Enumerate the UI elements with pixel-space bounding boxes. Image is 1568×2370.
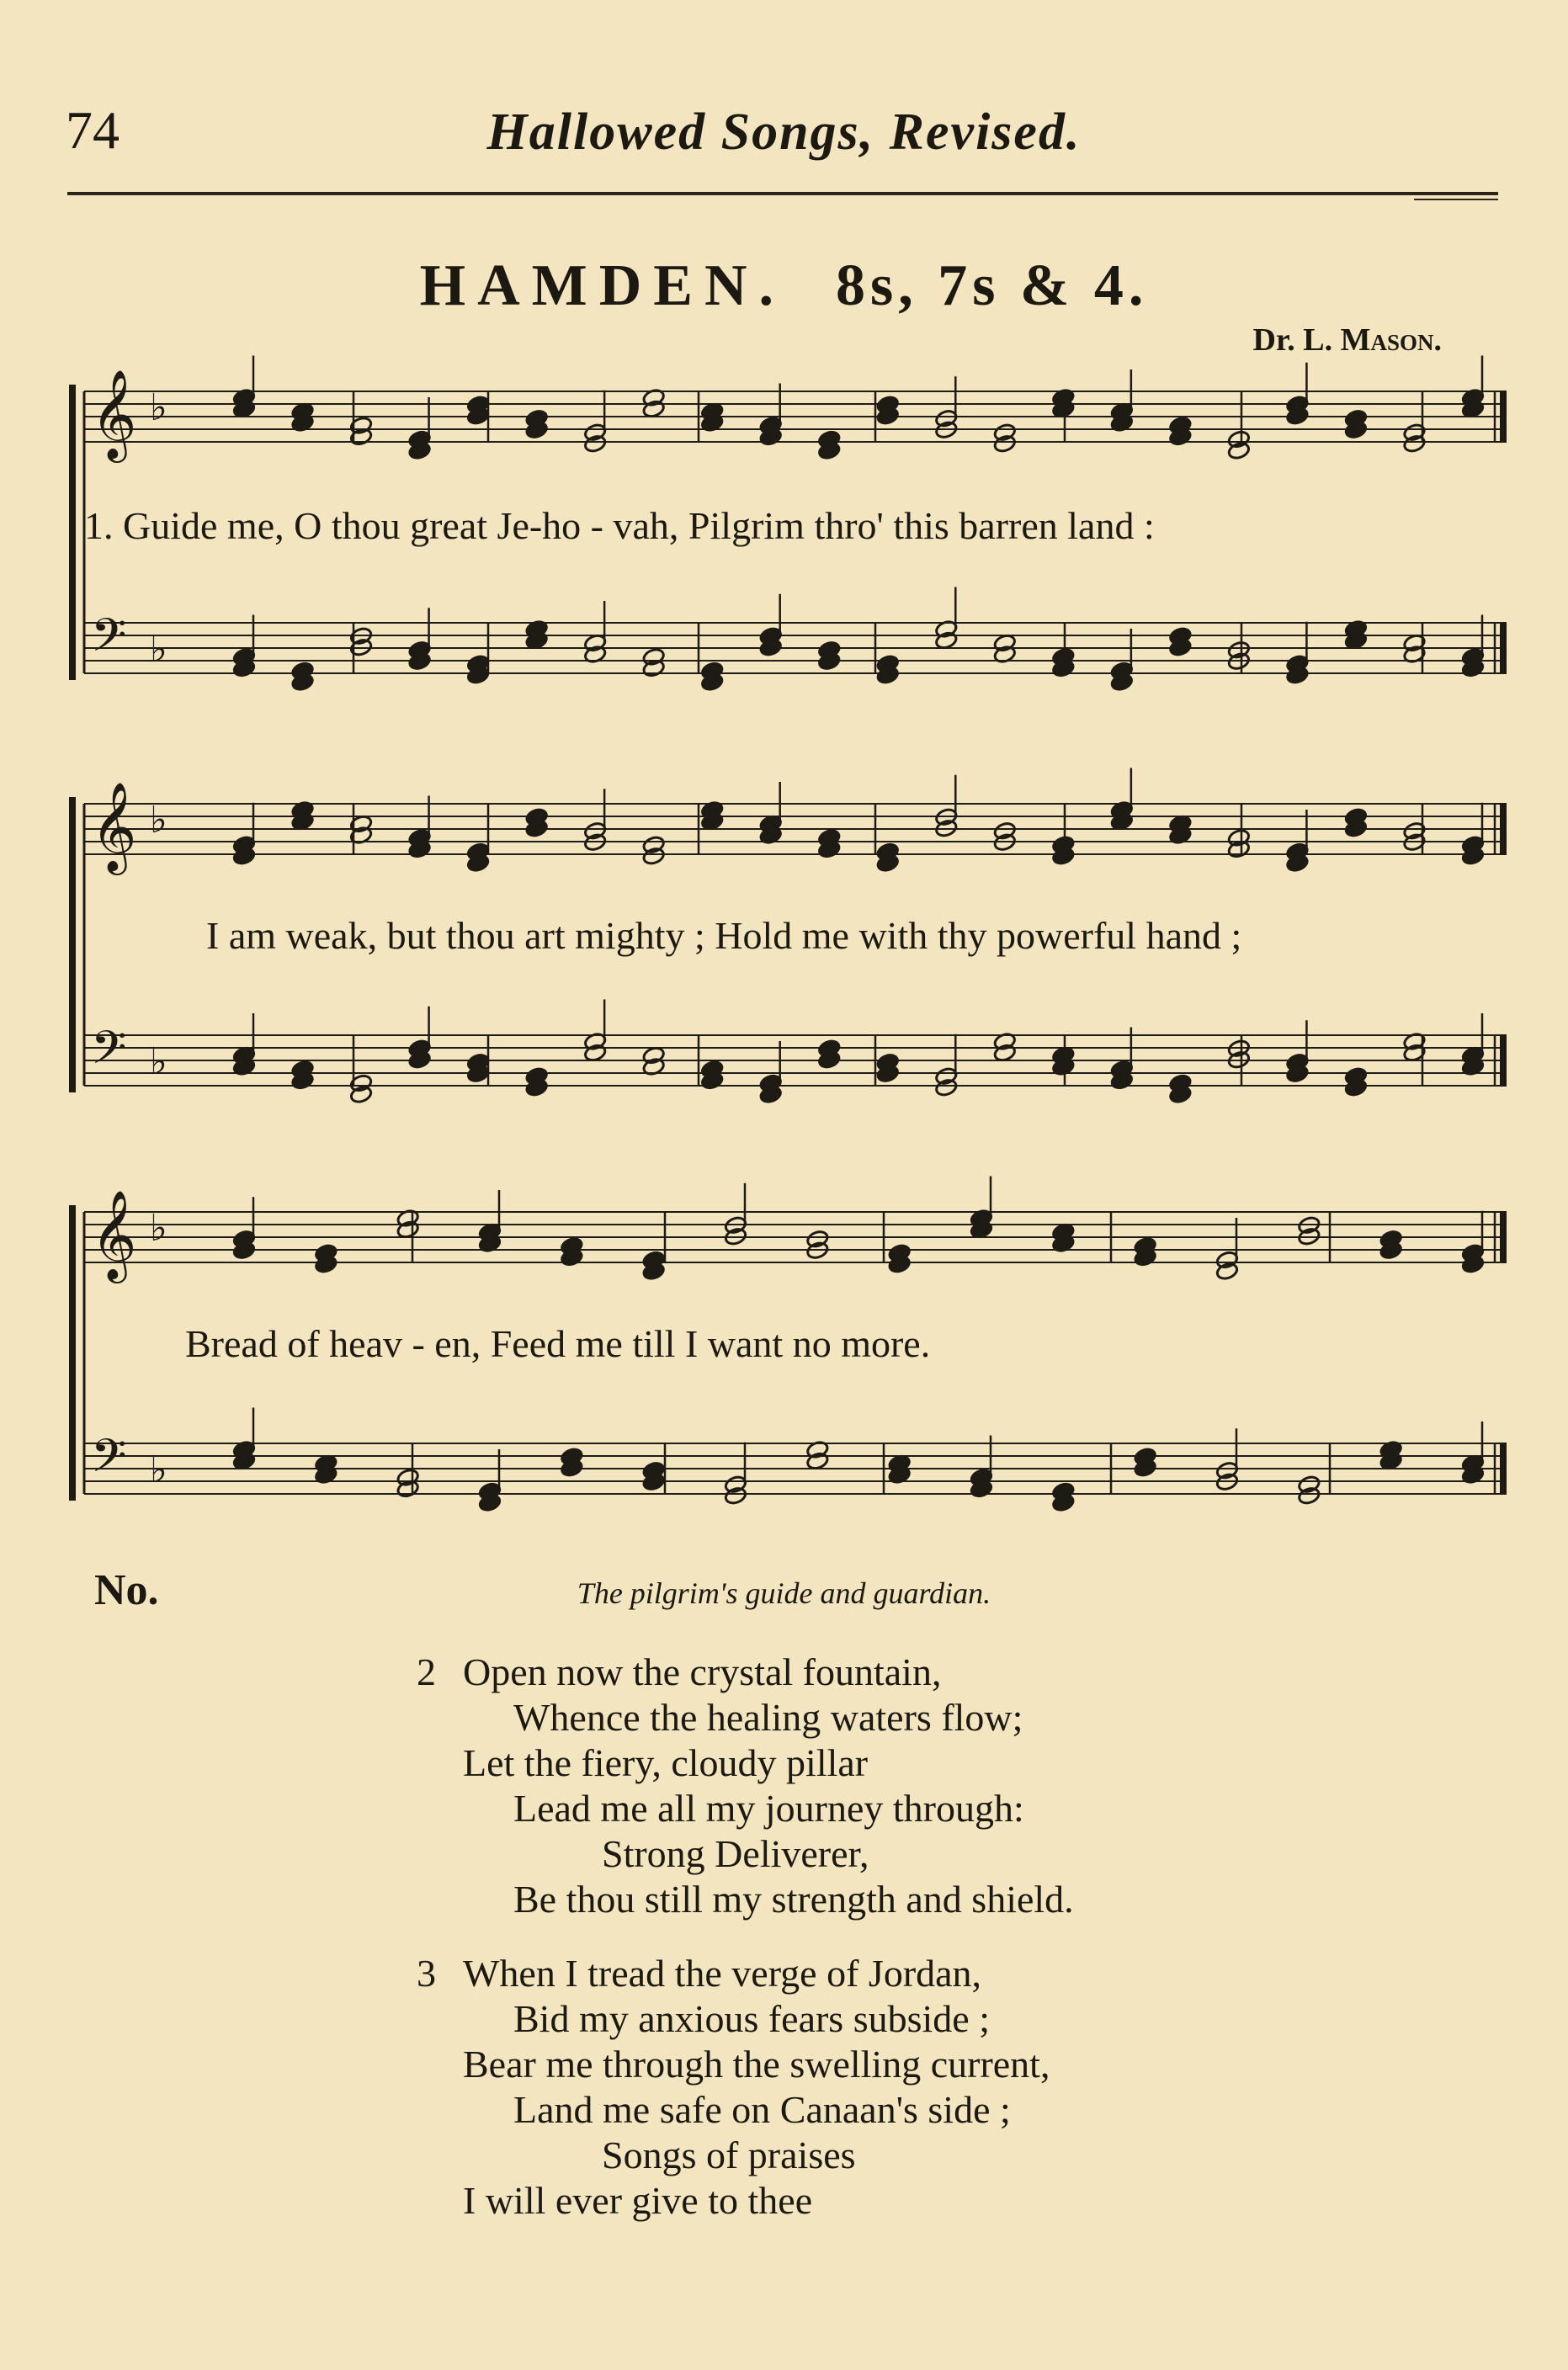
running-title: Hallowed Songs, Revised. bbox=[486, 104, 1082, 161]
flat-sign: ♭ bbox=[150, 1040, 167, 1083]
treble-clef: 𝄞 bbox=[91, 1189, 137, 1279]
verse-2 bbox=[417, 1650, 1074, 1922]
flat-sign: ♭ bbox=[150, 628, 167, 671]
verse-line: Strong Deliverer, bbox=[602, 1832, 869, 1875]
verse-line: Land me safe on Canaan's side ; bbox=[513, 2088, 1011, 2131]
bass-clef: 𝄢 bbox=[91, 1429, 127, 1494]
hymn-subtitle: The pilgrim's guide and guardian. bbox=[577, 1576, 991, 1610]
flat-sign: ♭ bbox=[150, 799, 167, 842]
verse-line: When I tread the verge of Jordan, bbox=[463, 1952, 982, 1995]
verse-number: 3 bbox=[417, 1952, 436, 1995]
flat-sign: ♭ bbox=[150, 386, 167, 429]
verse-line: I will ever give to thee bbox=[463, 2179, 813, 2222]
flat-sign: ♭ bbox=[150, 1207, 167, 1250]
flat-sign: ♭ bbox=[150, 1448, 167, 1491]
treble-clef: 𝄞 bbox=[91, 781, 137, 871]
system-brace bbox=[69, 797, 76, 1092]
final-barline-thick bbox=[1500, 391, 1507, 442]
final-barline-thick bbox=[1500, 623, 1507, 673]
verse-line: Let the fiery, cloudy pillar bbox=[463, 1741, 869, 1784]
system-brace bbox=[69, 1205, 76, 1501]
bass-clef: 𝄢 bbox=[91, 608, 127, 673]
verse-line: Lead me all my journey through: bbox=[513, 1787, 1024, 1830]
verse-line: Songs of praises bbox=[602, 2134, 856, 2176]
composer-prefix: Dr. L. bbox=[1252, 322, 1333, 358]
tune-meter: 8s, 7s & 4. bbox=[836, 253, 1149, 318]
lyric-line-1: 1. Guide me, O thou great Je-ho - vah, Pilgrim thro' this barren land : bbox=[84, 504, 1155, 547]
composer-name: Mason. bbox=[1340, 322, 1442, 358]
verse-number: 2 bbox=[417, 1650, 436, 1693]
verse-line: Be thou still my strength and shield. bbox=[513, 1878, 1074, 1921]
verse-line: Bear me through the swelling current, bbox=[463, 2043, 1050, 2086]
final-barline-thick bbox=[1500, 1212, 1507, 1262]
final-barline-thick bbox=[1500, 1443, 1507, 1494]
lyric-line-3: Bread of heav - en, Feed me till I want no more. bbox=[185, 1322, 931, 1365]
hymn-number-label: No. bbox=[94, 1566, 159, 1614]
system-brace bbox=[69, 385, 76, 680]
page-number: 74 bbox=[66, 100, 120, 160]
verse-line: Bid my anxious fears subside ; bbox=[513, 1997, 990, 2040]
bass-clef: 𝄢 bbox=[91, 1021, 127, 1086]
lyric-line-2: I am weak, but thou art mighty ; Hold me with thy powerful hand ; bbox=[206, 914, 1242, 957]
final-barline-thick bbox=[1500, 1035, 1507, 1086]
tune-name: HAMDEN. bbox=[419, 253, 786, 318]
treble-clef: 𝄞 bbox=[91, 369, 137, 459]
final-barline-thick bbox=[1500, 804, 1507, 854]
verse-3 bbox=[417, 1951, 1050, 2224]
verse-line: Open now the crystal fountain, bbox=[463, 1650, 942, 1693]
verse-line: Whence the healing waters flow; bbox=[513, 1696, 1023, 1739]
